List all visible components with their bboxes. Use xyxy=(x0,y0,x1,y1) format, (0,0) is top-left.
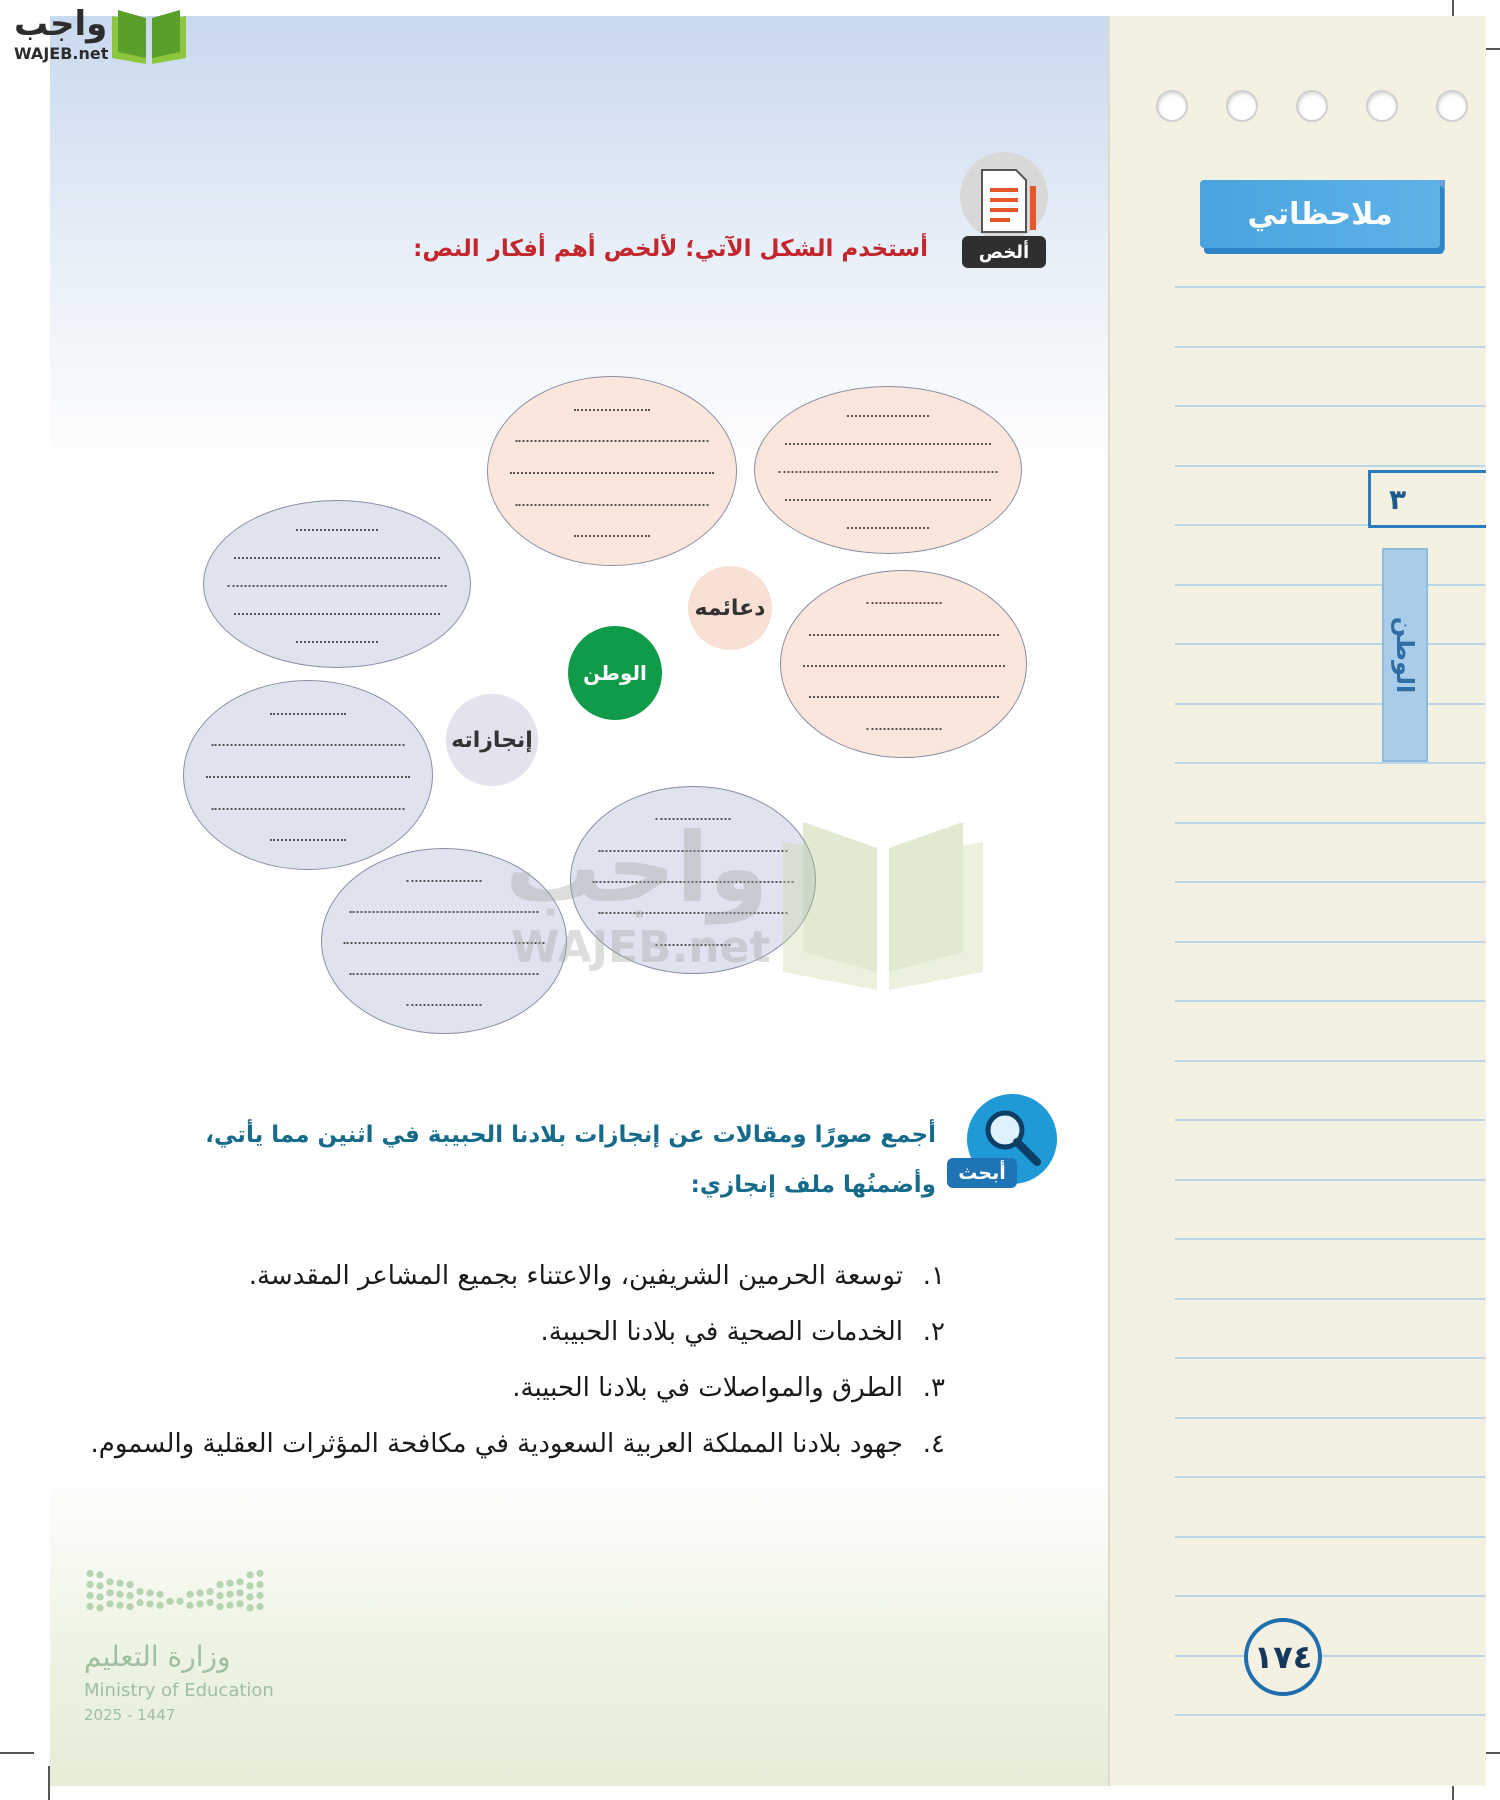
pillar-bubble[interactable] xyxy=(487,376,737,566)
summarize-badge: ألخص xyxy=(962,236,1046,268)
emblem-dot xyxy=(236,1589,243,1596)
unit-name: الوطن xyxy=(1391,616,1419,694)
binder-hole xyxy=(1436,90,1468,122)
emblem-dot xyxy=(256,1581,263,1588)
emblem-dot xyxy=(226,1591,233,1598)
note-line xyxy=(1175,346,1485,348)
emblem-dot xyxy=(126,1603,133,1610)
note-line xyxy=(1175,465,1485,467)
emblem-dot xyxy=(166,1598,173,1605)
dotted-writing-line xyxy=(206,776,410,778)
emblem-dot xyxy=(106,1600,113,1607)
dotted-writing-line xyxy=(296,529,378,531)
achievement-bubble[interactable] xyxy=(183,680,433,870)
note-line xyxy=(1175,1000,1485,1002)
watermark-english: WAJEB.net xyxy=(511,922,771,973)
emblem-dot xyxy=(246,1571,253,1578)
list-item-text: جهود بلادنا المملكة العربية السعودية في مكافحة المؤثرات العقلية والسموم. xyxy=(90,1429,903,1459)
crop-mark xyxy=(0,1752,34,1754)
unit-ribbon xyxy=(1382,548,1428,762)
emblem-dot xyxy=(256,1603,263,1610)
note-line xyxy=(1175,941,1485,943)
note-line xyxy=(1175,1238,1485,1240)
dotted-writing-line xyxy=(510,472,714,474)
emblem-dot xyxy=(216,1592,223,1599)
page-number: ١٧٤ xyxy=(1244,1618,1322,1696)
watermark xyxy=(505,812,995,992)
emblem-dot xyxy=(196,1589,203,1596)
emblem-dot xyxy=(176,1598,183,1605)
emblem-dot xyxy=(236,1578,243,1585)
dotted-writing-line xyxy=(809,696,999,698)
note-line xyxy=(1175,643,1485,645)
list-item xyxy=(85,1360,945,1416)
list-item-number: ٣. xyxy=(922,1373,945,1403)
emblem-dot xyxy=(116,1591,123,1598)
emblem-dot xyxy=(216,1603,223,1610)
emblem-dot xyxy=(106,1578,113,1585)
emblem-dot xyxy=(196,1600,203,1607)
emblem-dot xyxy=(96,1604,103,1611)
list-item xyxy=(85,1304,945,1360)
dotted-writing-line xyxy=(803,665,1005,667)
emblem-dot xyxy=(86,1581,93,1588)
list-item xyxy=(85,1416,945,1472)
note-line xyxy=(1175,703,1485,705)
book-icon xyxy=(108,8,190,66)
dotted-writing-line xyxy=(785,443,991,445)
ministry-logo xyxy=(80,1560,300,1730)
emblem-dot xyxy=(126,1592,133,1599)
note-line xyxy=(1175,405,1485,407)
dotted-writing-line xyxy=(574,535,650,537)
emblem-dot xyxy=(226,1602,233,1609)
binder-hole xyxy=(1156,90,1188,122)
emblem-dot xyxy=(246,1582,253,1589)
emblem-dot xyxy=(96,1571,103,1578)
note-line xyxy=(1175,1714,1485,1716)
research-line-2: وأضمنُها ملف إنجازي: xyxy=(690,1172,936,1198)
achievement-bubble[interactable] xyxy=(203,500,471,668)
emblem-dot xyxy=(156,1591,163,1598)
dotted-writing-line xyxy=(270,839,346,841)
emblem-dot xyxy=(106,1589,113,1596)
emblem-dot xyxy=(126,1581,133,1588)
pillar-bubble[interactable] xyxy=(780,570,1027,758)
dotted-writing-line xyxy=(212,808,405,810)
emblem-dot xyxy=(226,1580,233,1587)
watermark-arabic: واجب xyxy=(505,812,769,924)
emblem-dot xyxy=(246,1593,253,1600)
emblem-dot xyxy=(246,1604,253,1611)
dotted-writing-line xyxy=(866,728,941,730)
dotted-writing-line xyxy=(407,1004,482,1006)
emblem-dot xyxy=(86,1603,93,1610)
dotted-writing-line xyxy=(270,713,346,715)
research-line-1: أجمع صورًا ومقالات عن إنجازات بلادنا الحبيبة في اثنين مما يأتي، xyxy=(205,1122,936,1148)
emblem-dot xyxy=(96,1582,103,1589)
note-line xyxy=(1175,1536,1485,1538)
dotted-writing-line xyxy=(516,504,709,506)
list-item-number: ٢. xyxy=(922,1317,945,1347)
emblem-dot xyxy=(116,1602,123,1609)
dotted-writing-line xyxy=(212,744,405,746)
binder-hole xyxy=(1366,90,1398,122)
note-line xyxy=(1175,762,1485,764)
dotted-writing-line xyxy=(574,409,650,411)
note-line xyxy=(1175,881,1485,883)
ministry-arabic: وزارة التعليم xyxy=(84,1640,231,1673)
dotted-writing-line xyxy=(228,585,447,587)
note-line xyxy=(1175,1119,1485,1121)
emblem-dot xyxy=(146,1589,153,1596)
list-item-text: الطرق والمواصلات في بلادنا الحبيبة. xyxy=(512,1373,903,1403)
list-item-number: ١. xyxy=(922,1261,945,1291)
emblem-dot xyxy=(186,1591,193,1598)
list-item-number: ٤. xyxy=(922,1429,945,1459)
dotted-writing-line xyxy=(296,641,378,643)
emblem-dot xyxy=(256,1592,263,1599)
ministry-year: 2025 - 1447 xyxy=(84,1706,176,1724)
emblem-dot xyxy=(206,1588,213,1595)
logo-arabic: واجب xyxy=(14,4,108,44)
topics-list xyxy=(85,1248,945,1472)
list-item-text: توسعة الحرمين الشريفين، والاعتناء بجميع المشاعر المقدسة. xyxy=(248,1261,903,1291)
list-item xyxy=(85,1248,945,1304)
pillars-hub: دعائمه xyxy=(688,566,772,650)
binder-hole xyxy=(1296,90,1328,122)
dotted-writing-line xyxy=(847,415,929,417)
dotted-writing-line xyxy=(866,602,941,604)
emblem-dot xyxy=(116,1580,123,1587)
emblem-dot xyxy=(86,1570,93,1577)
emblem-dot xyxy=(96,1593,103,1600)
note-line xyxy=(1175,584,1485,586)
emblem-dot xyxy=(156,1602,163,1609)
list-item-text: الخدمات الصحية في بلادنا الحبيبة. xyxy=(540,1317,903,1347)
emblem-dot xyxy=(186,1602,193,1609)
watermark-book-icon xyxy=(773,812,993,992)
note-line xyxy=(1175,1417,1485,1419)
emblem-dot xyxy=(216,1581,223,1588)
center-hub: الوطن xyxy=(568,626,662,720)
pillar-bubble[interactable] xyxy=(754,386,1022,554)
emblem-dot xyxy=(146,1600,153,1607)
logo-english: WAJEB.net xyxy=(14,44,109,63)
dotted-writing-line xyxy=(407,880,482,882)
emblem-dot xyxy=(206,1599,213,1606)
dotted-writing-line xyxy=(809,634,999,636)
note-line xyxy=(1175,1298,1485,1300)
wajeb-logo xyxy=(8,4,193,66)
binder-hole xyxy=(1226,90,1258,122)
unit-number-tab: ٣ xyxy=(1368,470,1486,528)
emblem-dot xyxy=(236,1600,243,1607)
note-line xyxy=(1175,286,1485,288)
ministry-emblem-icon xyxy=(84,1560,264,1630)
summarize-instruction: أستخدم الشكل الآتي؛ لألخص أهم أفكار النص: xyxy=(413,236,928,262)
research-badge: أبحث xyxy=(947,1158,1017,1188)
note-line xyxy=(1175,1655,1485,1657)
dotted-writing-line xyxy=(516,440,709,442)
note-line xyxy=(1175,1060,1485,1062)
emblem-dot xyxy=(86,1592,93,1599)
note-line xyxy=(1175,1595,1485,1597)
dotted-writing-line xyxy=(847,527,929,529)
dotted-writing-line xyxy=(785,499,991,501)
dotted-writing-line xyxy=(234,557,440,559)
ministry-english: Ministry of Education xyxy=(84,1680,274,1701)
emblem-dot xyxy=(256,1570,263,1577)
emblem-dot xyxy=(136,1599,143,1606)
dotted-writing-line xyxy=(234,613,440,615)
notes-title: ملاحظاتي xyxy=(1200,180,1440,248)
note-line xyxy=(1175,822,1485,824)
achievements-hub: إنجازاته xyxy=(446,694,538,786)
research-instruction xyxy=(176,1110,936,1210)
emblem-dot xyxy=(136,1588,143,1595)
note-line xyxy=(1175,1476,1485,1478)
dotted-writing-line xyxy=(779,471,998,473)
note-line xyxy=(1175,1357,1485,1359)
notes-panel xyxy=(1108,16,1486,1786)
note-line xyxy=(1175,1179,1485,1181)
